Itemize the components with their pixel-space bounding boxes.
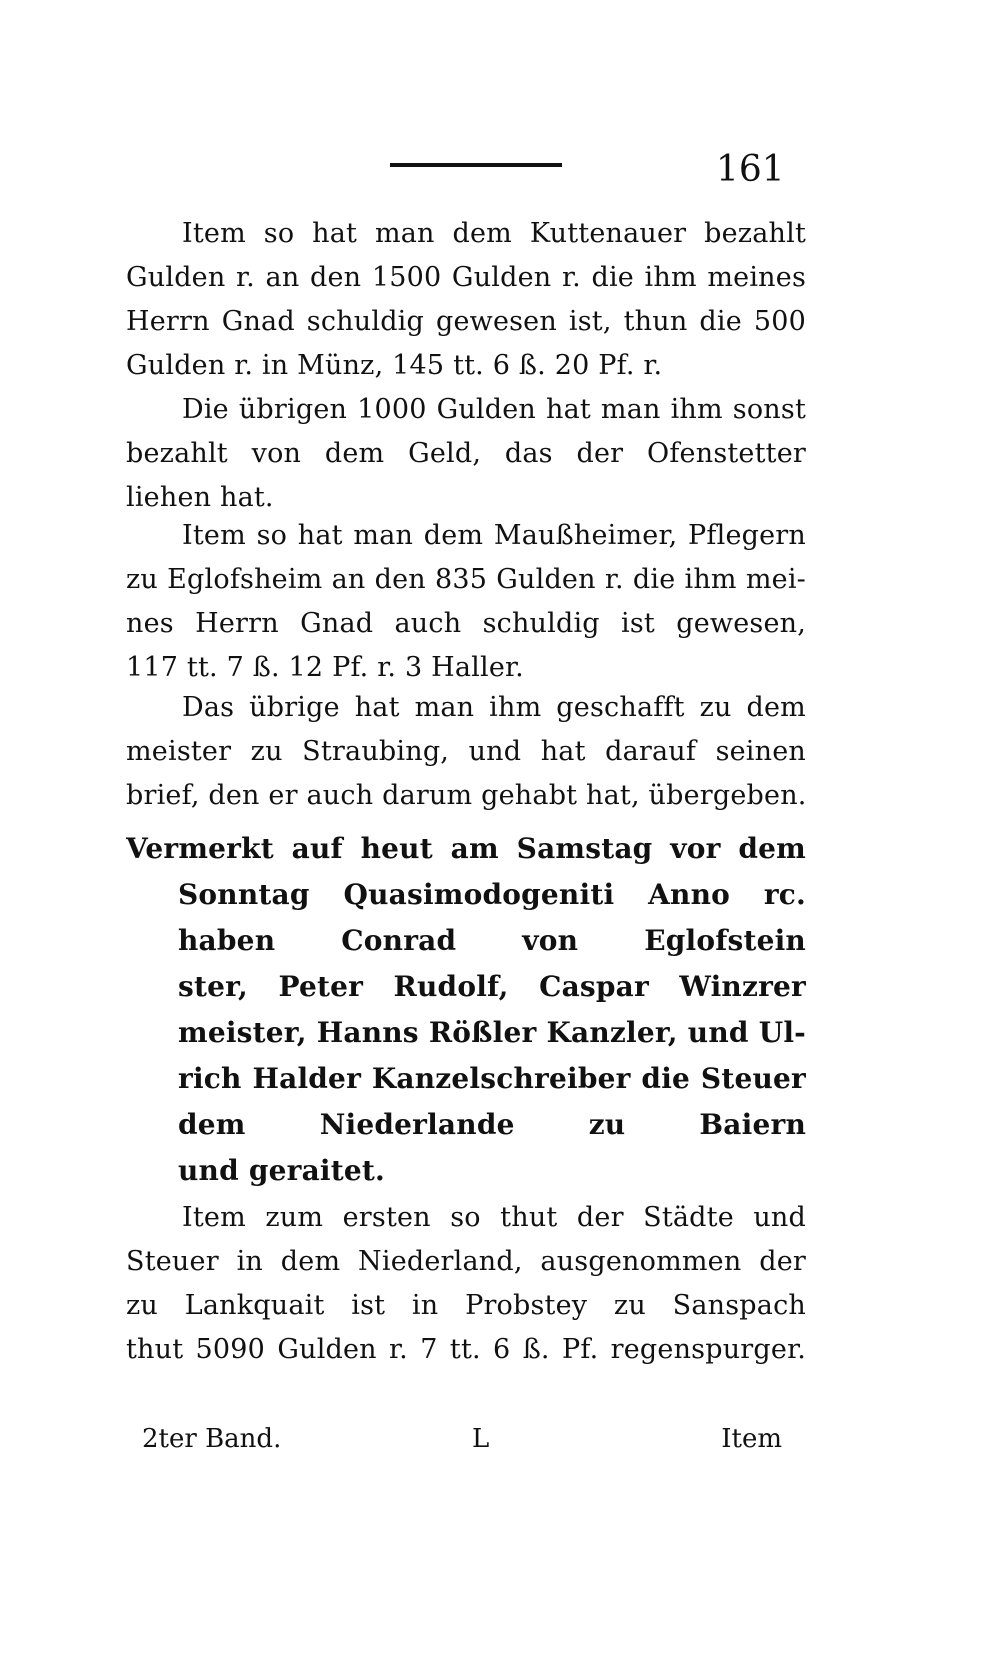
- header-rule: [390, 163, 562, 167]
- text-line: Gulden r. an den 1500 Gulden r. die ihm meines: [126, 262, 806, 293]
- heading-line: rich Halder Kanzelschreiber die Steuer: [178, 1062, 806, 1095]
- heading-line: ster, Peter Rudolf, Caspar Winzrer: [178, 970, 806, 1003]
- page-number: 161: [716, 149, 785, 190]
- text-line: brief, den er auch darum gehabt hat, übergeben.: [126, 780, 807, 811]
- paragraph-4: [126, 686, 806, 818]
- heading-line: Sonntag Quasimodogeniti Anno rc.: [178, 878, 806, 911]
- text-line: Steuer in dem Niederland, ausgenommen der: [126, 1246, 806, 1277]
- text-line: liehen hat.: [126, 482, 274, 513]
- text-line: Item so hat man dem Kuttenauer bezahlt: [182, 218, 806, 249]
- text-line: Gulden r. in Münz, 145 tt. 6 ß. 20 Pf. r.: [126, 350, 663, 381]
- heading-line: und geraitet.: [178, 1154, 385, 1187]
- text-line: zu Eglofsheim an den 835 Gulden r. die ihm mei-: [126, 564, 806, 595]
- text-line: Herrn Gnad schuldig gewesen ist, thun die 500: [126, 306, 806, 337]
- heading-line: Vermerkt auf heut am Samstag vor dem: [126, 832, 806, 865]
- paragraph-1: [126, 212, 806, 388]
- text-line: Item zum ersten so thut der Städte und: [182, 1202, 806, 1233]
- heading-line: dem Niederlande zu Baiern: [178, 1108, 806, 1141]
- text-line: Item so hat man dem Maußheimer, Pflegern: [182, 520, 806, 551]
- text-line: meister zu Straubing, und hat darauf seinen: [126, 736, 806, 767]
- paragraph-2: [126, 388, 806, 520]
- signature-mark: 2ter Band.: [142, 1424, 282, 1454]
- heading-line: meister, Hanns Rößler Kanzler, und Ul-: [178, 1016, 806, 1049]
- record-heading: [126, 826, 806, 1194]
- text-line: nes Herrn Gnad auch schuldig ist gewesen,: [126, 608, 806, 639]
- page-footer: [142, 1419, 782, 1459]
- text-line: bezahlt von dem Geld, das der Ofenstetter: [126, 438, 806, 469]
- text-line: zu Lankquait ist in Probstey zu Sanspach: [126, 1290, 806, 1321]
- catchword: Item: [721, 1424, 782, 1454]
- paragraph-3: [126, 514, 806, 690]
- text-line: Das übrige hat man ihm geschafft zu dem: [182, 692, 806, 723]
- text-line: thut 5090 Gulden r. 7 tt. 6 ß. Pf. regenspurger.: [126, 1334, 806, 1365]
- heading-line: haben Conrad von Eglofstein: [178, 924, 806, 957]
- paragraph-5: [126, 1196, 806, 1372]
- sheet-mark: L: [472, 1424, 490, 1454]
- text-line: 117 tt. 7 ß. 12 Pf. r. 3 Haller.: [126, 652, 524, 683]
- text-line: Die übrigen 1000 Gulden hat man ihm sonst: [182, 394, 806, 425]
